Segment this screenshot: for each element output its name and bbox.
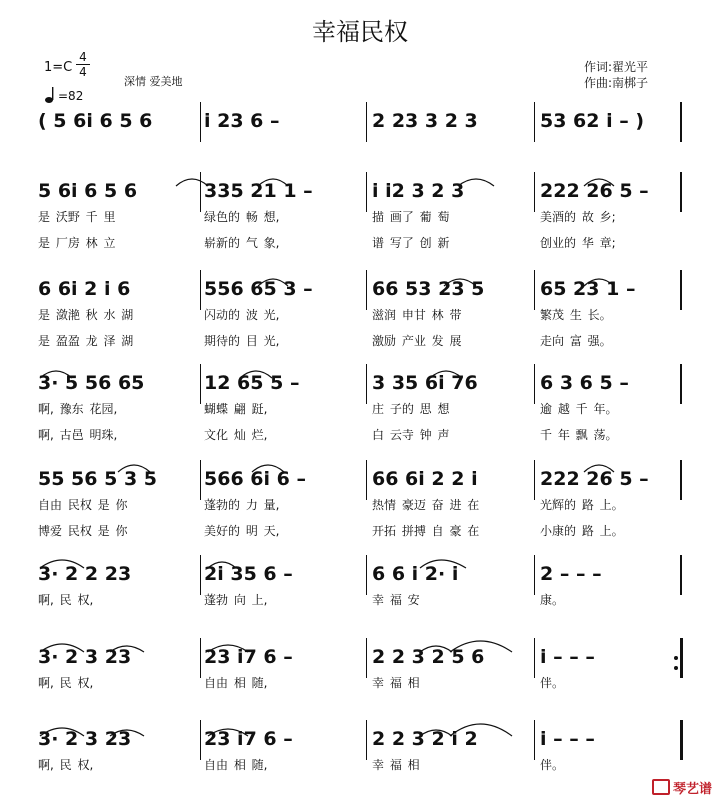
lyric-segment: 自由 相 随, — [204, 758, 268, 772]
measure: i 23 6 – — [204, 110, 280, 132]
measure: i – – – — [540, 646, 595, 668]
slur — [40, 560, 84, 568]
lyric-segment: 蓬勃 向 上, — [204, 593, 268, 607]
lyric-segment: 是 厂房 林 立 — [38, 236, 116, 250]
lyricist-credit: 作词:翟光平 — [584, 60, 649, 74]
lyric-segment: 创业的 华 章; — [540, 236, 616, 250]
lyric-segment: 啊, 民 权, — [38, 676, 94, 690]
measure: 66 6i 2 2 i — [372, 468, 478, 490]
lyric-segment: 小康的 路 上。 — [540, 524, 624, 538]
slur — [118, 465, 150, 472]
lyric-segment: 描 画了 葡 萄 — [372, 210, 450, 224]
measure: 3· 2 2 23 — [38, 563, 132, 585]
lyric-segment: 幸 福 安 — [372, 593, 420, 607]
lyric-segment: 伴。 — [540, 676, 565, 690]
lyric-segment: 千 年 飘 荡。 — [540, 428, 618, 442]
slur — [208, 729, 248, 736]
slur — [258, 179, 288, 186]
slur — [40, 728, 84, 736]
measure: 66 53 23 5 — [372, 278, 485, 300]
slur — [110, 646, 144, 652]
lyric-segment: 美好的 明 天, — [204, 524, 280, 538]
site-logo — [652, 778, 712, 797]
measure: i – – – — [540, 728, 595, 750]
slur — [252, 465, 284, 472]
lyric-segment: 自由 相 随, — [204, 676, 268, 690]
time-sig-bottom: 4 — [79, 65, 87, 79]
lyric-segment: 幸 福 相 — [372, 758, 420, 772]
measure: 556 65 3 – — [204, 278, 313, 300]
lyric-segment: 蓬勃的 力 量, — [204, 498, 280, 512]
lyric-segment: 啊, 古邑 明珠, — [38, 428, 118, 442]
measure: 6 6i 2 i 6 — [38, 278, 131, 300]
lyric-segment: 蝴蝶 翩 跹, — [204, 402, 268, 416]
logo-icon — [652, 779, 670, 795]
lyric-segment: 庄 子的 思 想 — [372, 402, 450, 416]
lyric-segment: 繁茂 生 长。 — [540, 308, 612, 322]
measure: 3· 2 3 23 — [38, 728, 132, 750]
lyric-segment: 伴。 — [540, 758, 565, 772]
lyric-segment: 康。 — [540, 593, 565, 607]
logo-text: 琴艺谱 — [672, 782, 712, 797]
measure: 6 3 6 5 – — [540, 372, 629, 394]
lyric-segment: 绿色的 畅 想, — [204, 210, 280, 224]
page-title: 幸福民权 — [312, 18, 408, 46]
slur — [208, 645, 248, 652]
lyric-segment: 走向 富 强。 — [540, 334, 612, 348]
slur — [176, 179, 208, 186]
measure: 566 6i 6 – — [204, 468, 306, 490]
lyric-segment: 是 沃野 千 里 — [38, 210, 116, 224]
lyric-segment: 自由 民权 是 你 — [38, 498, 128, 512]
lyric-segment: 光辉的 路 上。 — [540, 498, 624, 512]
lyric-segment: 白 云寺 钟 声 — [372, 428, 450, 442]
measure: 2 2 3 2 5 6 — [372, 646, 485, 668]
measure: ( 5 6i 6 5 6 — [38, 110, 153, 132]
measure: 3 35 6i 76 — [372, 372, 478, 394]
slur — [430, 371, 462, 378]
measure: 23 i7 6 – — [204, 646, 293, 668]
lyric-segment: 啊, 民 权, — [38, 593, 94, 607]
measure: 222 26 5 – — [540, 468, 649, 490]
measure: 335 21 1 – — [204, 180, 313, 202]
measure: 3· 2 3 23 — [38, 646, 132, 668]
slur — [110, 730, 144, 736]
slur — [420, 646, 452, 652]
measure: 5 6i 6 5 6 — [38, 180, 138, 202]
lyric-segment: 崭新的 气 象, — [204, 236, 280, 250]
slur — [258, 279, 288, 286]
lyric-segment: 闪动的 波 光, — [204, 308, 280, 322]
measure: 12 65 5 – — [204, 372, 300, 394]
lyric-segment: 激励 产业 发 展 — [372, 334, 462, 348]
time-sig-top: 4 — [79, 50, 87, 64]
measure: 2 2 3 2 i 2 — [372, 728, 478, 750]
lyric-segment: 是 潋滟 秋 水 湖 — [38, 308, 134, 322]
expression-mark: 深情 爱美地 — [124, 75, 183, 88]
slur — [420, 560, 466, 568]
tempo-mark: =82 — [58, 89, 84, 103]
slur — [40, 644, 84, 652]
lyric-segment: 滋润 申甘 林 带 — [372, 308, 462, 322]
slur — [584, 179, 614, 186]
slur — [420, 730, 452, 736]
lyric-segment: 啊, 民 权, — [38, 758, 94, 772]
lyric-segment: 博爱 民权 是 你 — [38, 524, 128, 538]
measure: 2 23 3 2 3 — [372, 110, 478, 132]
measure: 6 6 i 2· i — [372, 563, 459, 585]
lyric-segment: 热情 豪迈 奋 进 在 — [372, 498, 480, 512]
lyric-segment: 谱 写了 创 新 — [372, 236, 450, 250]
slur — [240, 371, 272, 378]
composer-credit: 作曲:南梆子 — [584, 76, 649, 90]
lyric-segment: 期待的 目 光, — [204, 334, 280, 348]
slur — [40, 371, 72, 378]
slur — [584, 279, 614, 286]
measure: 2i 35 6 – — [204, 563, 293, 585]
lyric-segment: 文化 灿 烂, — [204, 428, 268, 442]
measure: 53 62 i – ) — [540, 110, 645, 132]
measure: 65 23 1 – — [540, 278, 636, 300]
measure: 3· 5 56 65 — [38, 372, 145, 394]
measure: i i2 3 2 3 — [372, 180, 465, 202]
lyric-segment: 美酒的 故 乡; — [540, 210, 616, 224]
lyric-segment: 幸 福 相 — [372, 676, 420, 690]
measure: 55 56 5 3 5 — [38, 468, 158, 490]
lyric-segment: 开拓 拼搏 自 豪 在 — [372, 524, 480, 538]
slur — [584, 465, 614, 472]
lyric-segment: 是 盈盈 龙 泽 湖 — [38, 334, 134, 348]
lyric-segment: 啊, 豫东 花园, — [38, 402, 118, 416]
slur — [458, 179, 494, 186]
slur — [450, 641, 512, 652]
measure: 23 i7 6 – — [204, 728, 293, 750]
measure: 2 – – – — [540, 563, 602, 585]
slur — [450, 724, 512, 736]
lyric-segment: 逾 越 千 年。 — [540, 402, 618, 416]
slur — [208, 562, 236, 568]
key-signature: 1=C — [44, 60, 73, 75]
slur — [444, 279, 476, 286]
measure: 222 26 5 – — [540, 180, 649, 202]
